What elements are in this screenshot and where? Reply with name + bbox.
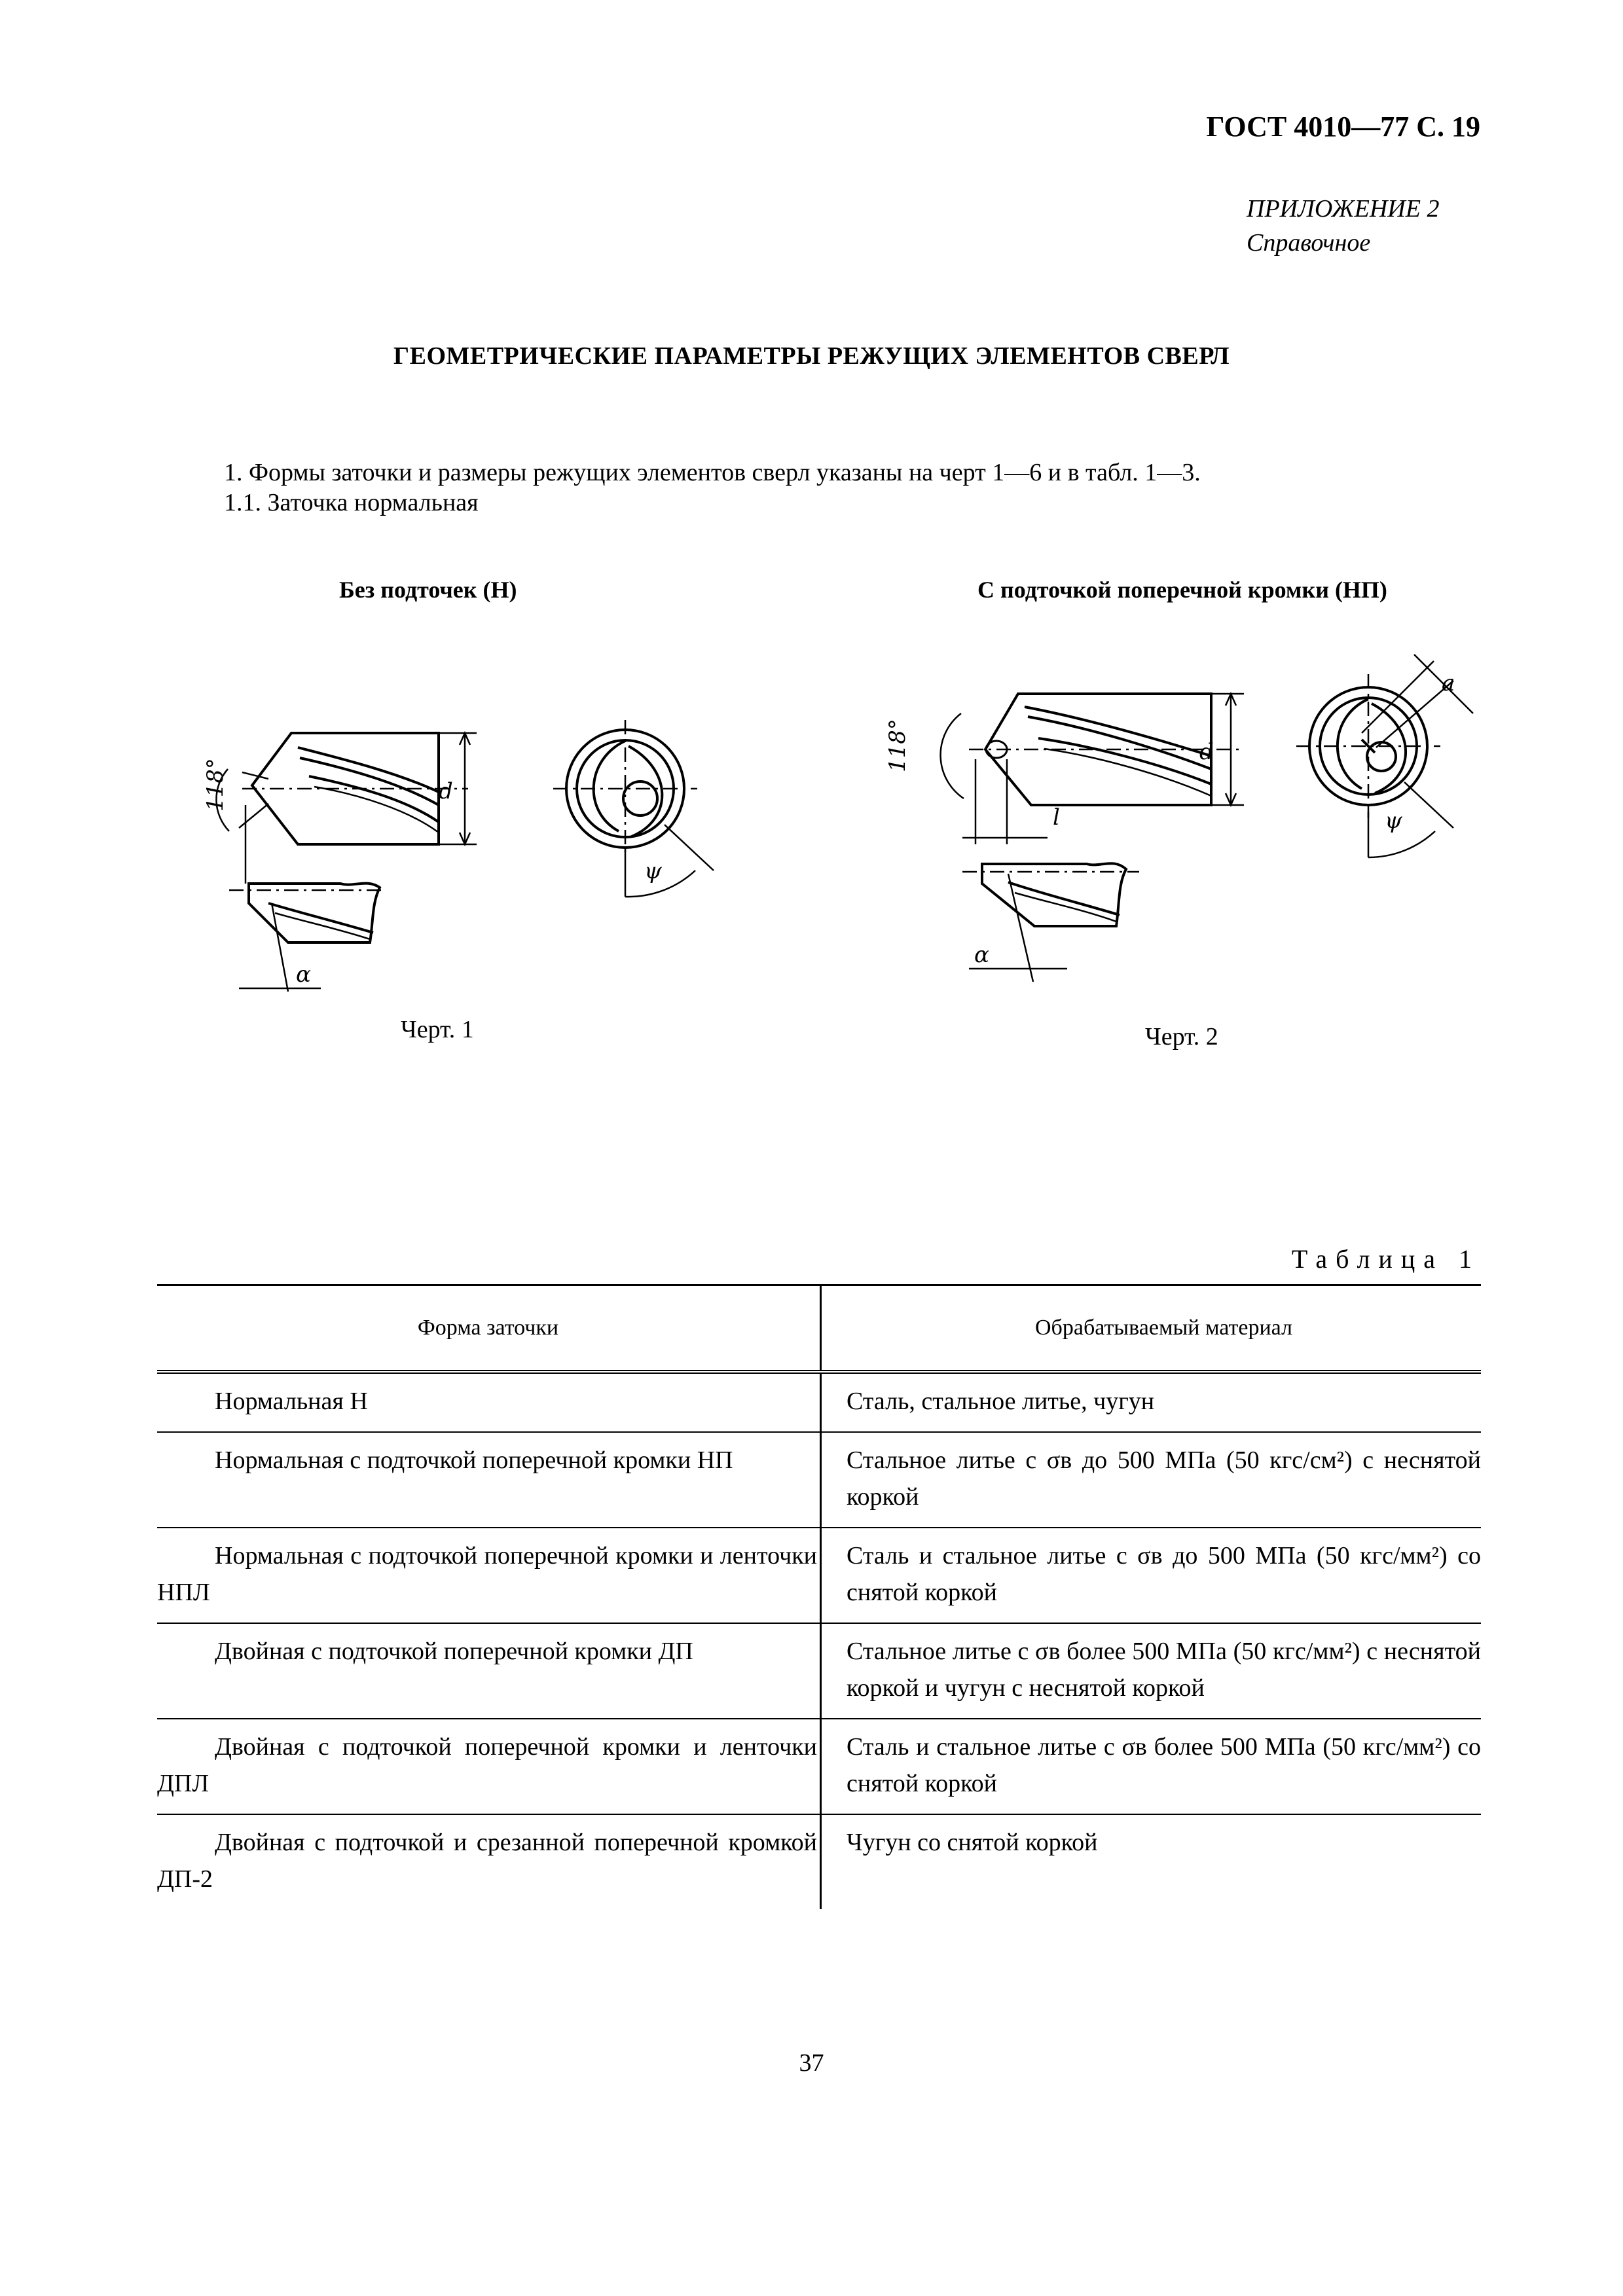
material-text: Чугун со снятой коркой (847, 1829, 1098, 1856)
form-text: Нормальная с подточкой поперечной кромки НП (215, 1446, 733, 1474)
column-header-material: Обрабатываемый материал (821, 1285, 1482, 1372)
figure-1-caption: Без подточек (Н) (339, 577, 517, 603)
fig2-diameter-label: d (1199, 739, 1214, 765)
figure-2-label: Черт. 2 (1145, 1023, 1218, 1050)
table-cell-form (157, 1719, 821, 1814)
sharpening-forms-table (157, 1284, 1481, 1909)
table-cell-material (821, 1432, 1482, 1528)
table-row (157, 1372, 1481, 1432)
material-text: Сталь, стальное литье, чугун (847, 1388, 1155, 1415)
drill-side-view (216, 733, 477, 884)
page-header-code: ГОСТ 4010—77 С. 19 (1206, 111, 1480, 143)
table-cell-form (157, 1432, 821, 1528)
form-text: Нормальная с подточкой поперечной кромки и ленточки НПЛ (157, 1542, 817, 1606)
fig1-diameter-label: d (439, 778, 453, 804)
fig2-angle-label: 118° (884, 719, 911, 772)
table-cell-material (821, 1528, 1482, 1623)
table-cell-material (821, 1623, 1482, 1719)
fig1-angle-label: 118° (202, 758, 228, 812)
fig2-psi-label: ψ (1385, 808, 1402, 834)
table-cell-material (821, 1814, 1482, 1909)
table-cell-material (821, 1719, 1482, 1814)
fig2-length-label: l (1053, 804, 1060, 831)
appendix-subtitle: Справочное (1247, 229, 1371, 257)
appendix-block (1247, 192, 1439, 260)
table-caption: Таблица 1 (1291, 1244, 1480, 1274)
drill-side-view (941, 694, 1244, 844)
table-cell-form (157, 1814, 821, 1909)
document-title: ГЕОМЕТРИЧЕСКИЕ ПАРАМЕТРЫ РЕЖУЩИХ ЭЛЕМЕНТОВ СВЕРЛ (393, 342, 1230, 370)
fig2-alpha-label: α (974, 942, 989, 968)
form-text: Двойная с подточкой поперечной кромки и ленточки ДПЛ (157, 1733, 817, 1797)
form-text: Двойная с подточкой поперечной кромки ДП (215, 1638, 693, 1665)
material-text: Сталь и стальное литье с σв более 500 МПа (50 кгс/мм²) со снятой коркой (847, 1733, 1481, 1797)
figure-2-drill-drawing (877, 641, 1493, 1008)
fig2-a-label: a (1442, 670, 1455, 696)
table-cell-material (821, 1372, 1482, 1432)
drill-end-view (553, 720, 714, 897)
table-cell-form (157, 1372, 821, 1432)
paragraph-1-1: 1.1. Заточка нормальная (224, 489, 479, 516)
fig1-alpha-label: α (296, 961, 311, 988)
material-text: Сталь и стальное литье с σв до 500 МПа (50 кгс/мм²) со снятой коркой (847, 1542, 1481, 1606)
material-text: Стальное литье с σв до 500 МПа (50 кгс/см²) с неснятой коркой (847, 1446, 1481, 1511)
form-text: Двойная с подточкой и срезанной поперечной кромкой ДП-2 (157, 1829, 817, 1893)
page-number: 37 (799, 2049, 824, 2077)
column-header-form: Форма заточки (157, 1285, 821, 1372)
table-cell-form (157, 1623, 821, 1719)
table-row (157, 1623, 1481, 1719)
material-text: Стальное литье с σв более 500 МПа (50 кгс/мм²) с неснятой коркой и чугун с неснятой коркой (847, 1638, 1481, 1702)
figure-1-label: Черт. 1 (401, 1016, 474, 1043)
figure-2-caption: С подточкой поперечной кромки (НП) (977, 577, 1387, 603)
table-cell-form (157, 1528, 821, 1623)
table-row (157, 1719, 1481, 1814)
table-header-row (157, 1285, 1481, 1372)
form-text: Нормальная Н (215, 1388, 368, 1415)
appendix-title: ПРИЛОЖЕНИЕ 2 (1247, 195, 1440, 223)
fig1-psi-label: ψ (644, 858, 662, 884)
table-row (157, 1432, 1481, 1528)
table-row (157, 1814, 1481, 1909)
paragraph-1: 1. Формы заточки и размеры режущих элементов сверл указаны на черт 1—6 и в табл. 1—3. (224, 459, 1201, 486)
figure-1-drill-drawing (157, 707, 746, 1008)
table-row (157, 1528, 1481, 1623)
